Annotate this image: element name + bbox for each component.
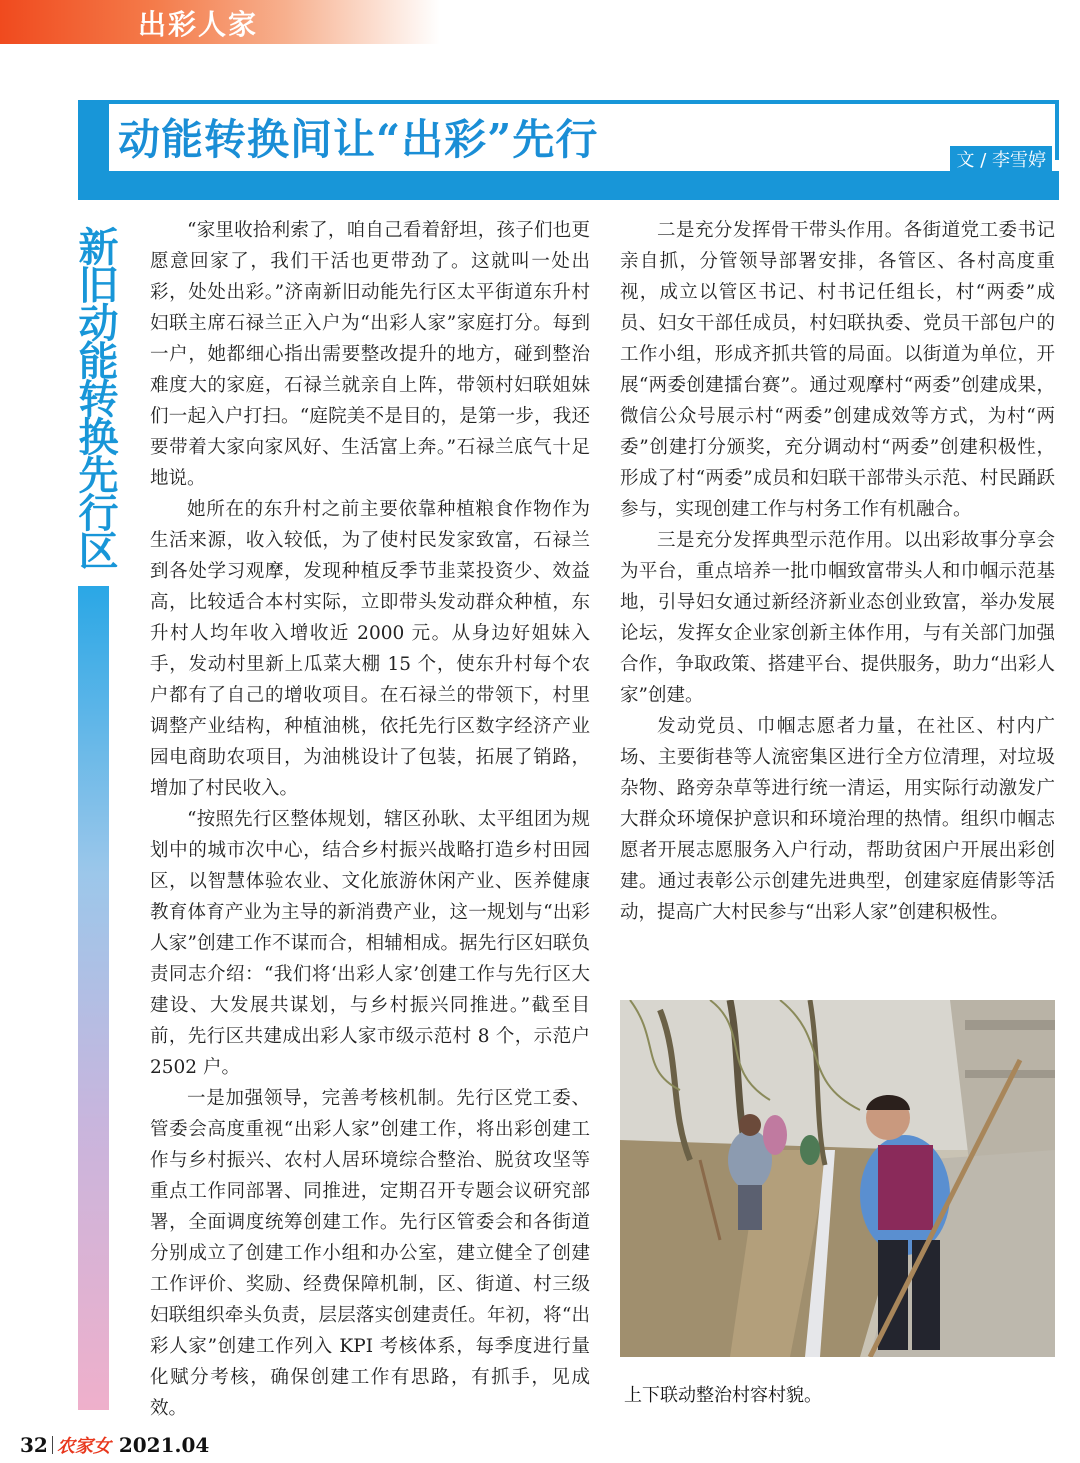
paragraph: “按照先行区整体规划，辖区孙耿、太平组团为规划中的城市次中心，结合乡村振兴战略打造乡村田园区，以智慧体验农业、文化旅游休闲产业、医养健康教育体育产业为主导的新消费产业，这一规划与“出彩人家”创建工作不谋而合，相辅相成。据先行区妇联负责同志介绍：“我们将‘出彩人家’创建工作与先行区大建设、大发展共谋划，与乡村振兴同推进。”截至目前，先行区共建成出彩人家市级示范村 8 个，示范户 2502 户。 bbox=[150, 809, 590, 1078]
left-column bbox=[150, 215, 590, 1424]
vertical-section-label: 新旧动能转换先行区 bbox=[72, 226, 118, 568]
paragraph: 三是充分发挥典型示范作用。以出彩故事分享会为平台，重点培养一批巾帼致富带头人和巾帼示范基地，引导妇女通过新经济新业态创业致富，举办发展论坛，发挥女企业家创新主体作用，与有关部门加强合作，争取政策、搭建平台、提供服务，助力“出彩人家”创建。 bbox=[620, 530, 1055, 706]
paragraph: “家里收拾利索了，咱自己看着舒坦，孩子们也更愿意回家了，我们干活也更带劲了。这就叫一处出彩，处处出彩。”济南新旧动能先行区太平街道东升村妇联主席石禄兰正入户为“出彩人家”家庭打分。每到一户，她都细心指出需要整改提升的地方，碰到整治难度大的家庭，石禄兰就亲自上阵，带领村妇联姐妹们一起入户打扫。“庭院美不是目的，是第一步，我还要带着大家向家风好、生活富上奔。”石禄兰底气十足地说。 bbox=[150, 220, 590, 489]
page-number: 32 bbox=[20, 1433, 48, 1457]
title-underbar bbox=[78, 171, 1059, 200]
byline: 文 / 李雪婷 bbox=[950, 146, 1052, 172]
footer-divider bbox=[52, 1436, 53, 1454]
right-column bbox=[620, 215, 1055, 928]
article-photo bbox=[620, 1000, 1055, 1357]
paragraph: 一是加强领导，完善考核机制。先行区党工委、管委会高度重视“出彩人家”创建工作，将出彩创建工作与乡村振兴、农村人居环境综合整治、脱贫攻坚等重点工作同部署、同推进，定期召开专题会议研究部署，全面调度统筹创建工作。先行区管委会和各街道分别成立了创建工作小组和办公室，建立健全了创建工作评价、奖励、经费保障机制，区、街道、村三级妇联组织牵头负责，层层落实创建责任。年初，将“出彩人家”创建工作列入 KPI 考核体系，每季度进行量化赋分考核，确保创建工作有思路，有抓手，见成效。 bbox=[150, 1088, 590, 1419]
photo-caption: 上下联动整治村容村貌。 bbox=[624, 1385, 822, 1406]
page-footer bbox=[20, 1432, 209, 1458]
title-frame-right bbox=[1055, 100, 1059, 160]
paragraph: 发动党员、巾帼志愿者力量，在社区、村内广场、主要街巷等人流密集区进行全方位清理，对垃圾杂物、路旁杂草等进行统一清运，用实际行动激发广大群众环境保护意识和环境治理的热情。组织巾帼志愿者开展志愿服务入户行动，帮助贫困户开展出彩创建。通过表彰公示创建先进典型，创建家庭倩影等活动，提高广大村民参与“出彩人家”创建积极性。 bbox=[620, 716, 1055, 923]
paragraph: 她所在的东升村之前主要依靠种植粮食作物作为生活来源，收入较低，为了使村民发家致富，石禄兰到各处学习观摩，发现种植反季节韭菜投资少、效益高，比较适合本村实际，立即带头发动群众种植，东升村人均年收入增收近 2000 元。从身边好姐妹入手，发动村里新上瓜菜大棚 15 个，使东升村每个农户都有了自己的增收项目。在石禄兰的带领下，村里调整产业结构，种植油桃，依托先行区数字经济产业园电商助农项目，为油桃设计了包装，拓展了销路，增加了村民收入。 bbox=[150, 499, 590, 799]
issue-number: 2021.04 bbox=[118, 1433, 210, 1457]
article-title: 动能转换间让“出彩”先行 bbox=[118, 115, 599, 164]
paragraph: 二是充分发挥骨干带头作用。各街道党工委书记亲自抓，分管领导部署安排，各管区、各村高度重视，成立以管区书记、村书记任组长，村“两委”成员、妇女干部任成员，村妇联执委、党员干部包户的工作小组，形成齐抓共管的局面。以街道为单位，开展“两委创建擂台赛”。通过观摩村“两委”创建成果，微信公众号展示村“两委”创建成效等方式，为村“两委”创建打分颁奖，充分调动村“两委”创建积极性，形成了村“两委”成员和妇联干部带头示范、村民踊跃参与，实现创建工作与村务工作有机融合。 bbox=[620, 220, 1055, 520]
section-label: 出彩人家 bbox=[138, 8, 259, 41]
title-frame-top bbox=[78, 100, 1059, 104]
section-banner bbox=[0, 0, 440, 44]
magazine-logo: 农家女 bbox=[56, 1436, 111, 1457]
side-gradient-bar bbox=[78, 586, 109, 1410]
